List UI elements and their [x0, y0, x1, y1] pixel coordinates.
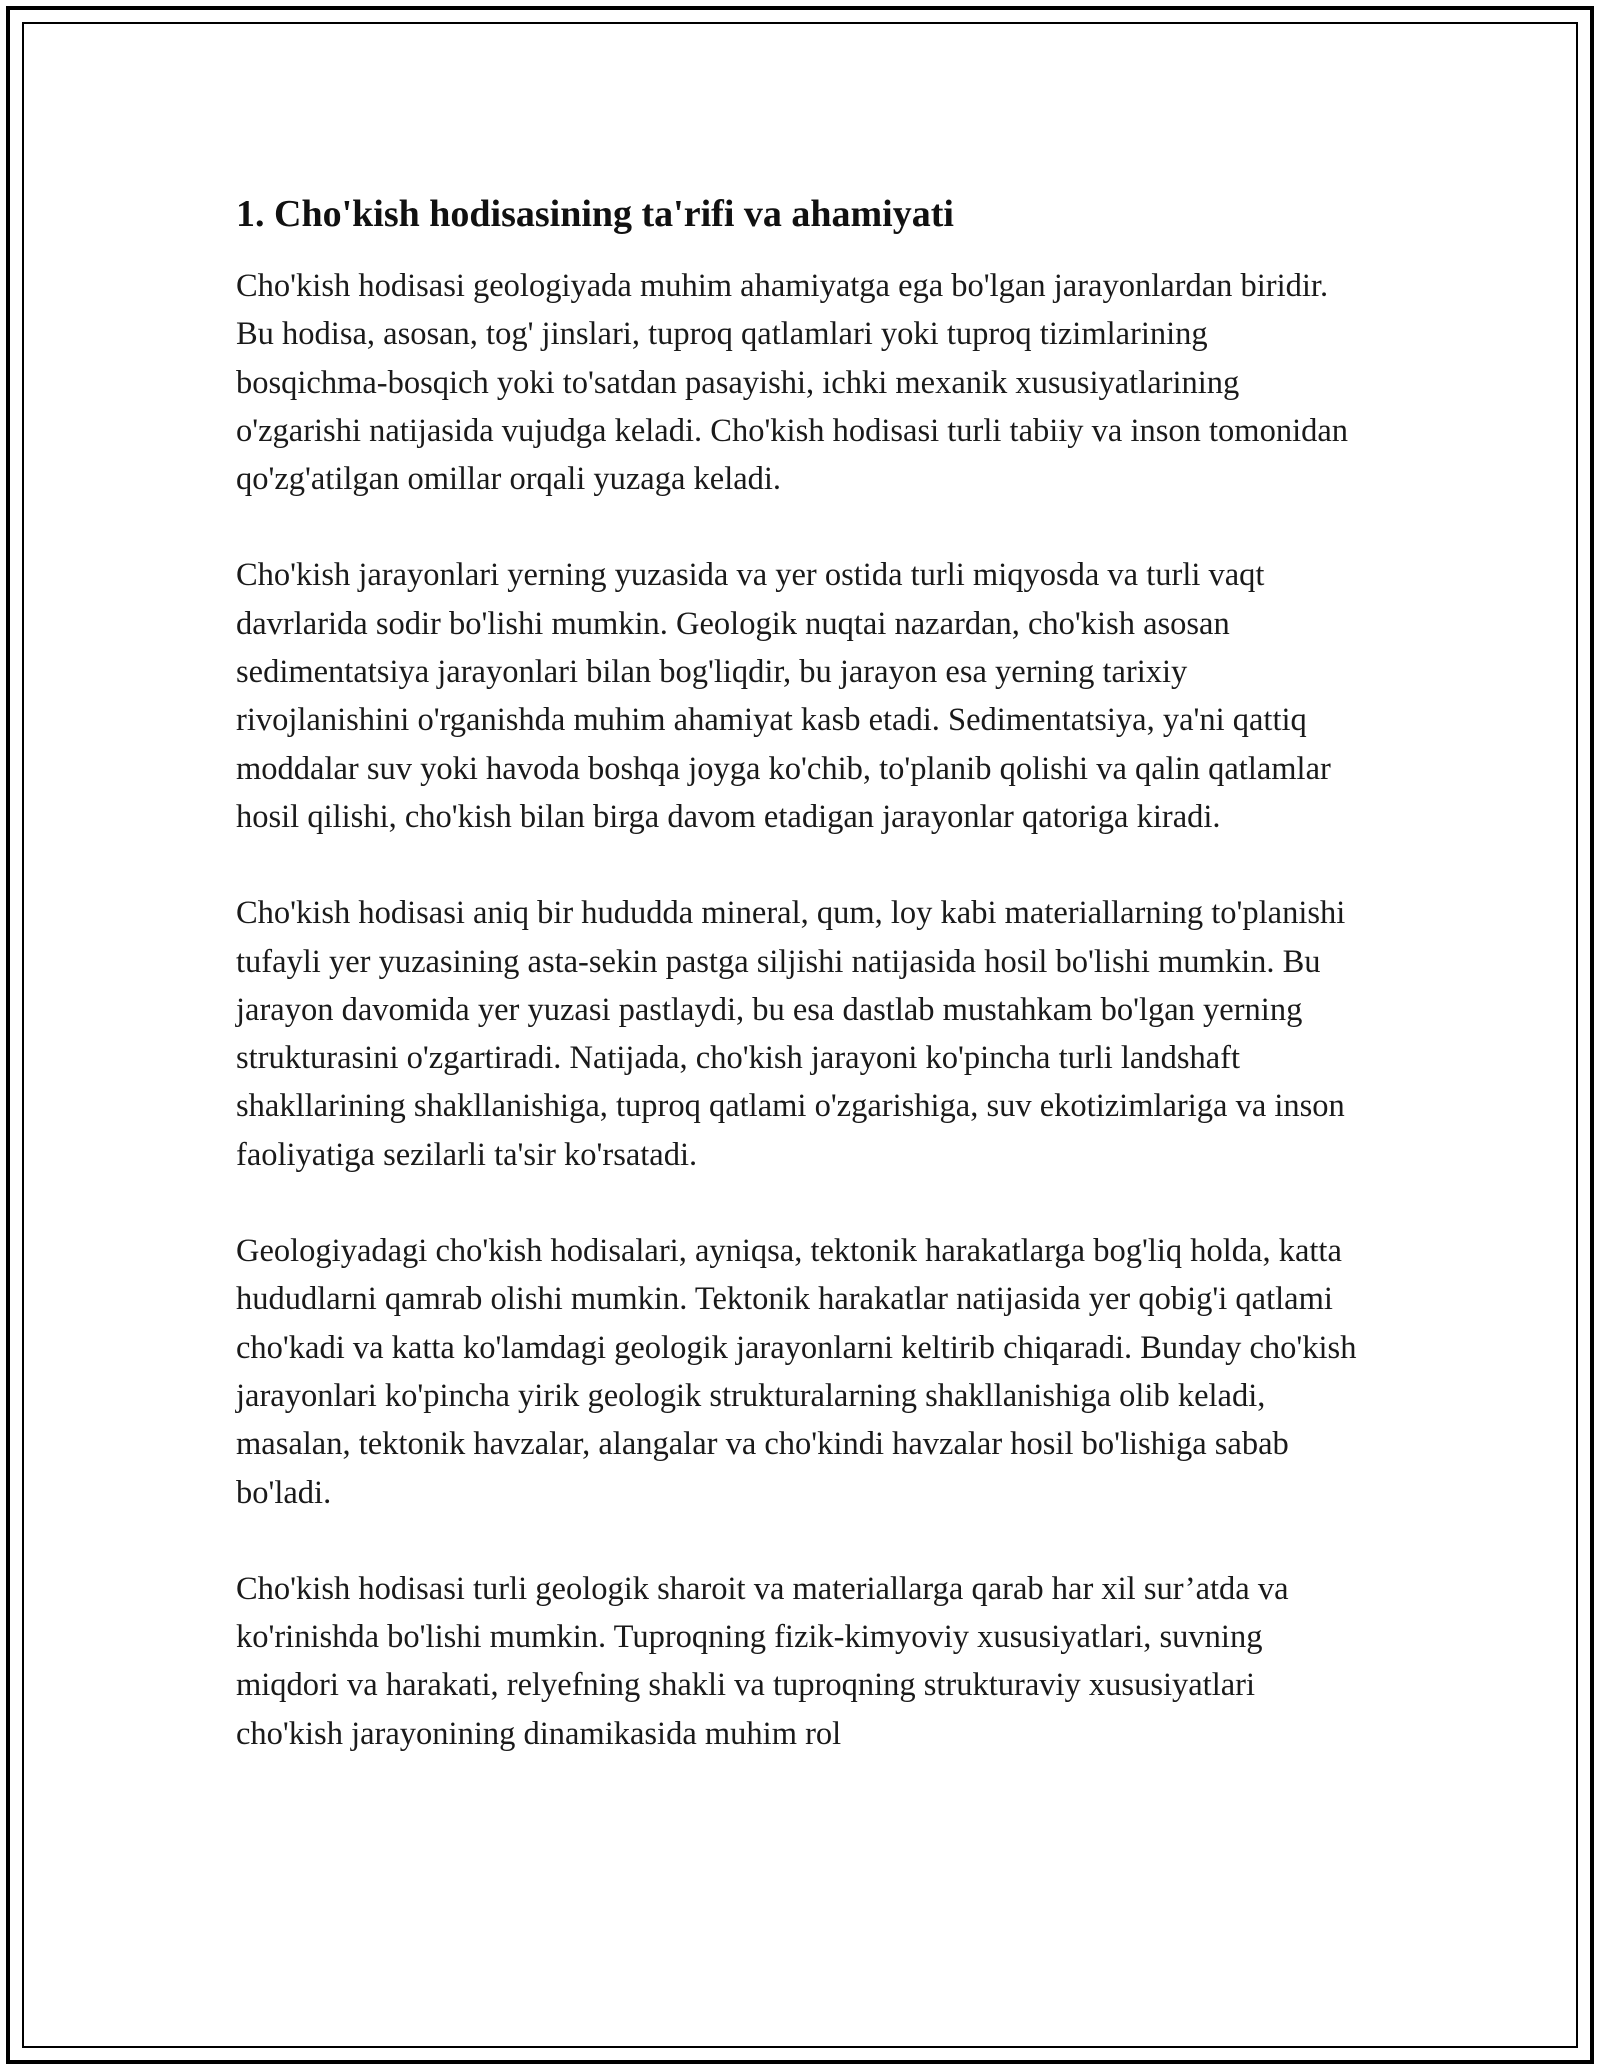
- paragraph-5: Cho'kish hodisasi turli geologik sharoit va materiallarga qarab har xil sur’atda va ko'rinishda bo'lishi mumkin. Tuproqning fizik-kimyoviy xususiyatlari, suvning miqdori va harakati, relyefning shakli va tuproqning strukturaviy xususiyatlari cho'kish jarayonining dinamikasida muhim rol: [236, 1570, 1289, 1752]
- document-body: [236, 188, 1366, 1806]
- paragraph-1: Cho'kish hodisasi geologiyada muhim ahamiyatga ega bo'lgan jarayonlardan biridir. Bu hodisa, asosan, tog' jinslari, tuproq qatlamlari yoki tuproq tizimlarining bosqichma-bosqich yoki to'satdan pasayishi, ichki mexanik xususiyatlarining o'zgarishi natijasida vujudga keladi. Cho'kish hodisasi turli tabiiy va inson tomonidan qo'zg'atilgan omillar orqali yuzaga keladi.: [236, 268, 1349, 498]
- paragraph-3: Cho'kish hodisasi aniq bir hududda mineral, qum, loy kabi materiallarning to'planishi tufayli yer yuzasining asta-sekin pastga siljishi natijasida hosil bo'lishi mumkin. Bu jarayon davomida yer yuzasi pastlaydi, bu esa dastlab mustahkam bo'lgan yerning strukturasini o'zgartiradi. Natijada, cho'kish jarayoni ko'pincha turli landshaft shakllarining shakllanishiga, tuproq qatlami o'zgarishiga, suv ekotizimlariga va inson faoliyatiga sezilarli ta'sir ko'rsatadi.: [236, 895, 1346, 1173]
- section-heading: 1. Cho'kish hodisasining ta'rifi va ahamiyati: [236, 193, 954, 235]
- paragraph-2: Cho'kish jarayonlari yerning yuzasida va yer ostida turli miqyosda va turli vaqt davrlarida sodir bo'lishi mumkin. Geologik nuqtai nazardan, cho'kish asosan sedimentatsiya jarayonlari bilan bog'liqdir, bu jarayon esa yerning tarixiy rivojlanishini o'rganishda muhim ahamiyat kasb etadi. Sedimentatsiya, ya'ni qattiq moddalar suv yoki havoda boshqa joyga ko'chib, to'planib qolishi va qalin qatlamlar hosil qilishi, cho'kish bilan birga davom etadigan jarayonlar qatoriga kiradi.: [236, 557, 1331, 835]
- paragraph-4: Geologiyadagi cho'kish hodisalari, ayniqsa, tektonik harakatlarga bog'liq holda, katta hududlarni qamrab olishi mumkin. Tektonik harakatlar natijasida yer qobig'i qatlami cho'kadi va katta ko'lamdagi geologik jarayonlarni keltirib chiqaradi. Bunday cho'kish jarayonlari ko'pincha yirik geologik strukturalarning shakllanishiga olib keladi, masalan, tektonik havzalar, alangalar va cho'kindi havzalar hosil bo'lishiga sabab bo'ladi.: [236, 1233, 1357, 1511]
